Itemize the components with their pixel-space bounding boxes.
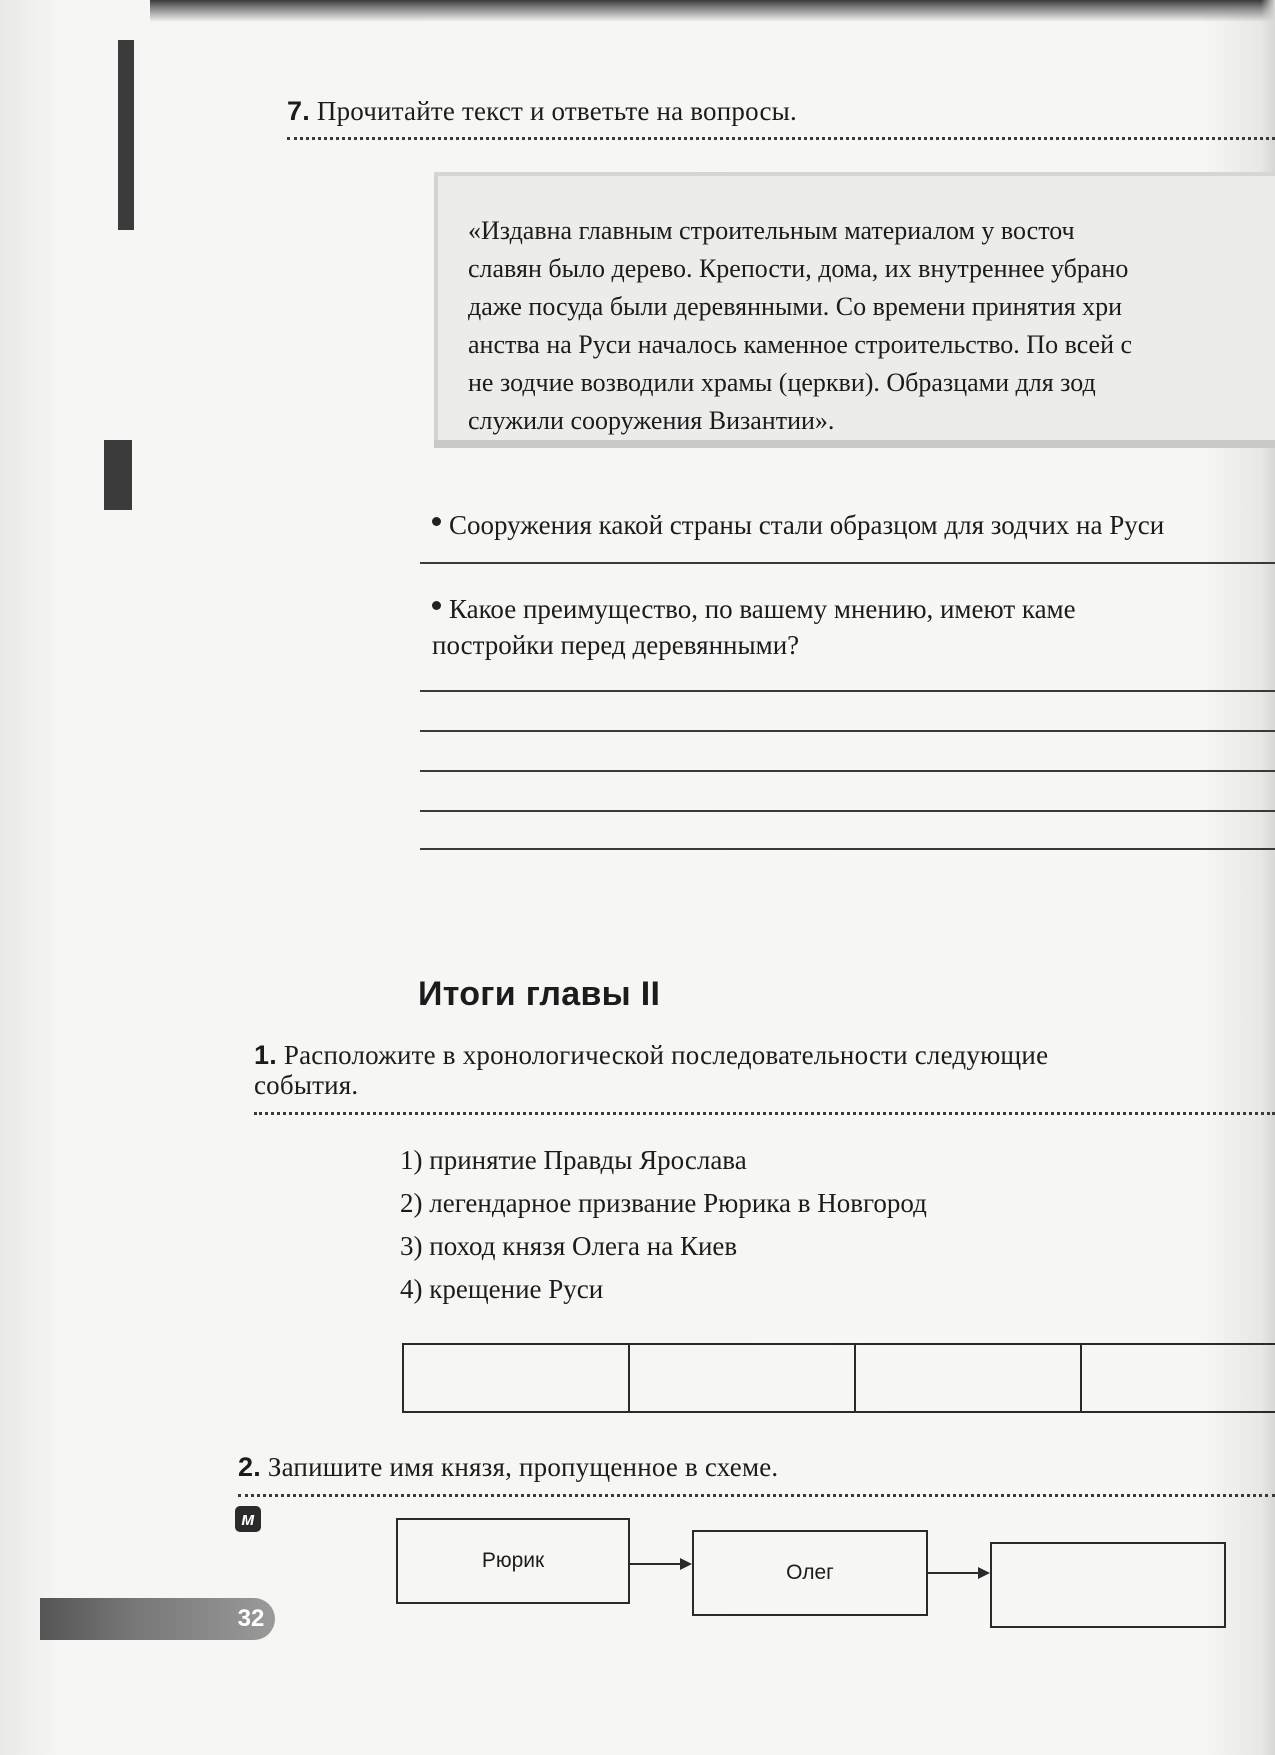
scheme-box-rurik: Рюрик [396,1518,630,1604]
scheme-box-missing[interactable] [990,1542,1226,1628]
task-1-heading-continued [254,1070,358,1101]
task-instruction: Прочитайте текст и ответьте на вопросы. [316,96,797,126]
question-2-continued [432,628,799,662]
answer-cell[interactable] [630,1345,856,1411]
event-item: 3) поход князя Олега на Киев [400,1231,738,1261]
task-instruction: Запишите имя князя, пропущенное в схеме. [267,1452,779,1482]
task-number: 1. [254,1040,277,1070]
quote-box [434,172,1275,440]
event-item: 4) крещение Руси [400,1274,604,1304]
task-1-heading [254,1040,1048,1071]
answer-line[interactable] [420,810,1275,812]
question-text: Сооружения какой страны стали образцом для зодчих на Руси [449,510,1165,540]
binding-mark [118,40,134,230]
answer-line[interactable] [420,848,1275,850]
question-2 [432,592,1076,626]
answer-line[interactable] [420,562,1275,564]
task-number: 7. [287,96,310,126]
task-number: 2. [238,1452,261,1482]
arrow-icon [928,1572,988,1574]
answer-cell[interactable] [404,1345,630,1411]
task-2-heading [238,1452,778,1483]
question-text: Какое преимущество, по вашему мнению, имеют каме [449,594,1076,624]
task-instruction: события. [254,1070,359,1100]
chapter-title: Итоги главы II [418,975,661,1013]
bullet-icon [432,601,441,610]
answer-line[interactable] [420,770,1275,772]
answer-cell[interactable] [1082,1345,1275,1411]
task-7-heading [287,96,797,127]
answer-line[interactable] [420,730,1275,732]
answer-cell[interactable] [856,1345,1082,1411]
scan-top-shadow [150,0,1275,22]
scheme-box-oleg: Олег [692,1530,928,1616]
arrow-icon [630,1563,690,1565]
dotted-divider [287,137,1275,140]
task-instruction: Расположите в хронологической последовательности следующие [283,1040,1049,1070]
sequence-answer-table [402,1343,1275,1413]
bullet-icon [432,517,441,526]
metapredmet-icon: м [235,1506,261,1532]
question-1 [432,508,1164,542]
answer-line[interactable] [420,690,1275,692]
page-number: 32 [237,1605,265,1632]
dotted-divider [254,1112,1275,1115]
quote-text: «Издавна главным строительным материалом у восточ славян было дерево. Крепости, дома, их внутреннее убрано даже посуда были деревянными. Со времени принятия хри анства на Руси началось каменное строительство. По всей с не зодчие возводили храмы (церкви). Образцами для зод служили сооружения Византии». [468,216,1133,435]
dotted-divider [238,1494,1275,1497]
binding-mark [104,440,132,510]
event-item: 2) легендарное призвание Рюрика в Новгород [400,1188,927,1218]
event-item: 1) принятие Правды Ярослава [400,1145,747,1175]
question-text: постройки перед деревянными? [432,630,800,660]
